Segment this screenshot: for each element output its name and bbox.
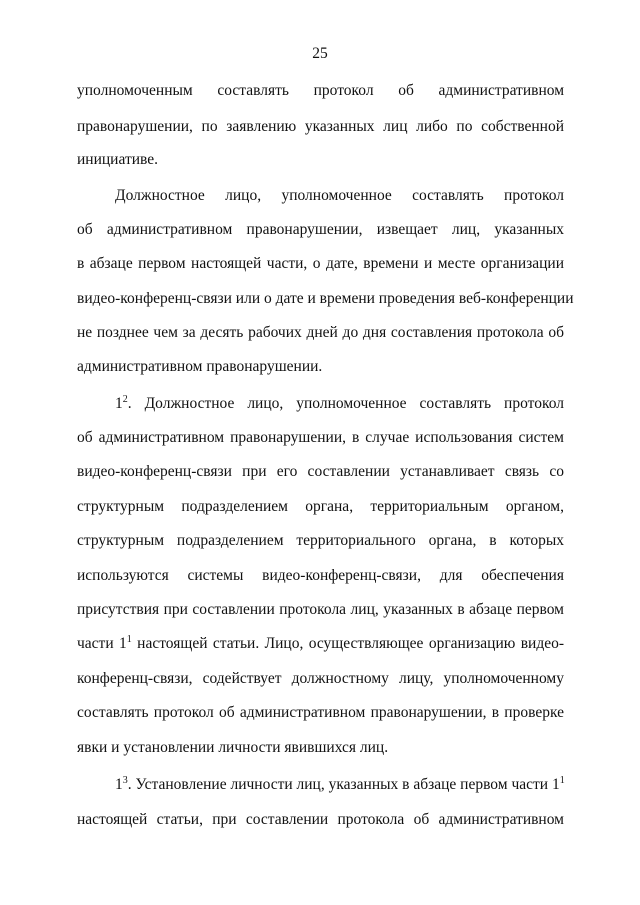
text-line-content: Должностное лицо, уполномоченное составлять протокол [115,187,564,204]
superscript: 2 [122,393,128,405]
text-line [77,565,564,587]
text-line [77,116,564,138]
text-line-content: инициативе. [77,151,159,168]
text-line [77,496,564,518]
text-line [77,530,564,552]
text-line-content: в абзаце первом настоящей части, о дате, времени и месте организации [77,255,564,272]
text-line-content: об административном правонарушении, извещает лиц, указанных [77,221,564,238]
text-line [77,599,564,621]
text-line-content: видео-конференц-связи или о дате и времени проведения веб-конференции [77,290,574,307]
text-line [115,774,564,796]
text-line [77,668,564,690]
page-number: 25 [312,45,328,62]
text-line [77,322,564,344]
text-line-content: структурным подразделением органа, территориальным органом, [77,498,564,515]
text-line-content: видео-конференц-связи при его составлении устанавливает связь со [77,463,564,480]
text-line [77,288,574,310]
text-line-content: 1 [115,776,123,793]
text-line [77,427,564,449]
text-line-content: об административном правонарушении, в случае использования систем [77,429,564,446]
text-line [77,633,564,655]
text-line-content: составлять протокол об административном правонарушении, в проверке [77,704,564,721]
text-line [77,809,564,831]
text-line [77,80,564,102]
text-line [77,737,388,759]
text-line-content: настоящей статьи, при составлении протокола об административном [77,811,564,828]
text-line-continuation: . Должностное лицо, уполномоченное составлять протокол [127,395,564,412]
text-line-continuation: настоящей статьи. Лицо, осуществляющее организацию видео- [131,635,565,652]
text-line-content: правонарушении, по заявлению указанных лиц либо по собственной [77,118,564,135]
text-line [115,393,564,415]
text-line-content: уполномоченным составлять протокол об административном [77,82,564,99]
text-line [77,461,564,483]
text-line [77,356,322,378]
text-line-content: структурным подразделением территориального органа, в которых [77,532,564,549]
text-line [77,219,564,241]
superscript: 1 [126,633,132,645]
text-line-content: явки и установлении личности явившихся лиц. [77,739,389,756]
text-line [77,253,564,275]
text-line [77,149,158,171]
text-line [77,702,564,724]
text-line [115,185,564,207]
text-line-content: не позднее чем за десять рабочих дней до дня составления протокола об [77,324,564,341]
text-line-content: присутствия при составлении протокола лиц, указанных в абзаце первом [77,601,564,618]
text-line-content: части 1 [77,635,127,652]
text-line-content: конференц-связи, содействует должностному лицу, уполномоченному [77,670,564,687]
text-line-content: административном правонарушении. [77,358,323,375]
text-line-content: 1 [115,395,123,412]
text-line-continuation: . Установление личности лиц, указанных в абзаце первом части 1 [127,776,560,793]
text-line-content: используются системы видео-конференц-связи, для обеспечения [77,567,564,584]
superscript: 1 [559,774,565,786]
superscript: 3 [122,774,128,786]
